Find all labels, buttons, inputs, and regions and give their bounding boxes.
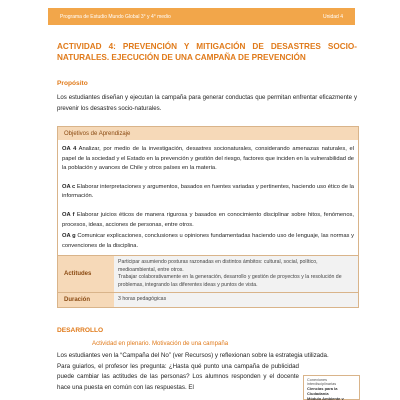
actitud-line: Trabajar colaborativamente en la generación, desarrollo y gestión de proyectos y la resolución de problemas, integrando las diferentes ideas y puntos de vista. <box>118 274 342 288</box>
objective-item <box>62 211 354 230</box>
activity-title: ACTIVIDAD 4: PREVENCIÓN Y MITIGACIÓN DE DESASTRES SOCIO-NATURALES. EJECUCIÓN DE UNA CAMPAÑA DE PREVENCIÓN <box>57 42 357 62</box>
actitudes-value <box>114 256 358 292</box>
actitud-line: Participar asumiendo posturas razonadas en distintos ámbitos: cultural, social, político, medioambiental, entre otros. <box>118 259 318 273</box>
program-title: Programa de Estudio Mundo Global 3° y 4° medio <box>60 13 171 20</box>
objective-text: Comunicar explicaciones, conclusiones u opiniones fundamentadas haciendo uso de lenguaje, las normas y convenciones de la disciplina. <box>62 233 354 249</box>
objective-text: Analizar, por medio de la investigación, desastres socionaturales, considerando amenazas naturales, el papel de la sociedad y el Estado en la prevención y gestión del riesgo, factores que inciden en la vulnerabilidad de la población y avances de Chile y otros países en la materia. <box>62 146 354 172</box>
unit-label: Unidad 4 <box>322 13 343 20</box>
duracion-value: 3 horas pedagógicas <box>114 293 358 307</box>
objective-code: OA c <box>62 183 76 190</box>
sidebox-line1: Ciencias para la Ciudadanía <box>307 386 338 396</box>
objectives-table <box>57 126 359 308</box>
objective-text: Elaborar interpretaciones y argumentos, basados en fuentes variadas y pertinentes, haciendo uso ético de la información. <box>62 183 354 200</box>
objective-item <box>62 145 354 174</box>
desarrollo-subheading: Actividad en plenario. Motivación de una campaña <box>92 340 229 347</box>
desarrollo-line1: Los estudiantes ven la “Campaña del No” (ver Recursos) y reflexionan sobre la estrategia utilizada. <box>57 352 329 359</box>
objective-item <box>62 232 354 251</box>
objective-code: OA 4 <box>62 146 77 152</box>
objective-item <box>62 183 354 202</box>
sidebox-label: Conexiones interdisciplinarias <box>307 378 337 386</box>
duracion-row <box>58 292 358 307</box>
objectives-body <box>58 140 358 255</box>
proposito-text: Los estudiantes diseñan y ejecutan la campaña para generar conductas que permitan enfrentar eficazmente y prevenir los desastres socio-naturales. <box>57 94 357 112</box>
desarrollo-heading: DESARROLLO <box>57 327 104 334</box>
objective-text: Elaborar juicios éticos de manera rigurosa y basados en conocimiento disciplinar sobre hitos, fenómenos, procesos, ideas, acciones de personas, entre otros. <box>62 211 354 228</box>
proposito-heading: Propósito <box>57 80 88 87</box>
objective-code: OA f <box>62 211 75 218</box>
interdisciplinary-box <box>303 375 360 400</box>
actitudes-row <box>58 255 358 292</box>
header-bar <box>48 8 355 25</box>
sidebox-line2: Módulo Ambiente y <box>307 396 344 400</box>
objectives-heading: Objetivos de Aprendizaje <box>58 127 358 140</box>
objective-code: OA g <box>62 233 76 240</box>
actitudes-label: Actitudes <box>58 256 114 292</box>
duracion-label: Duración <box>58 293 114 307</box>
desarrollo-rest: Para guiarlos, el profesor les pregunta: ¿Hasta qué punto una campaña de publicidad puede cambiar las actitudes de las personas? Los alumnos responden y el docente hace una puesta en común con las respuestas. El <box>57 362 299 391</box>
